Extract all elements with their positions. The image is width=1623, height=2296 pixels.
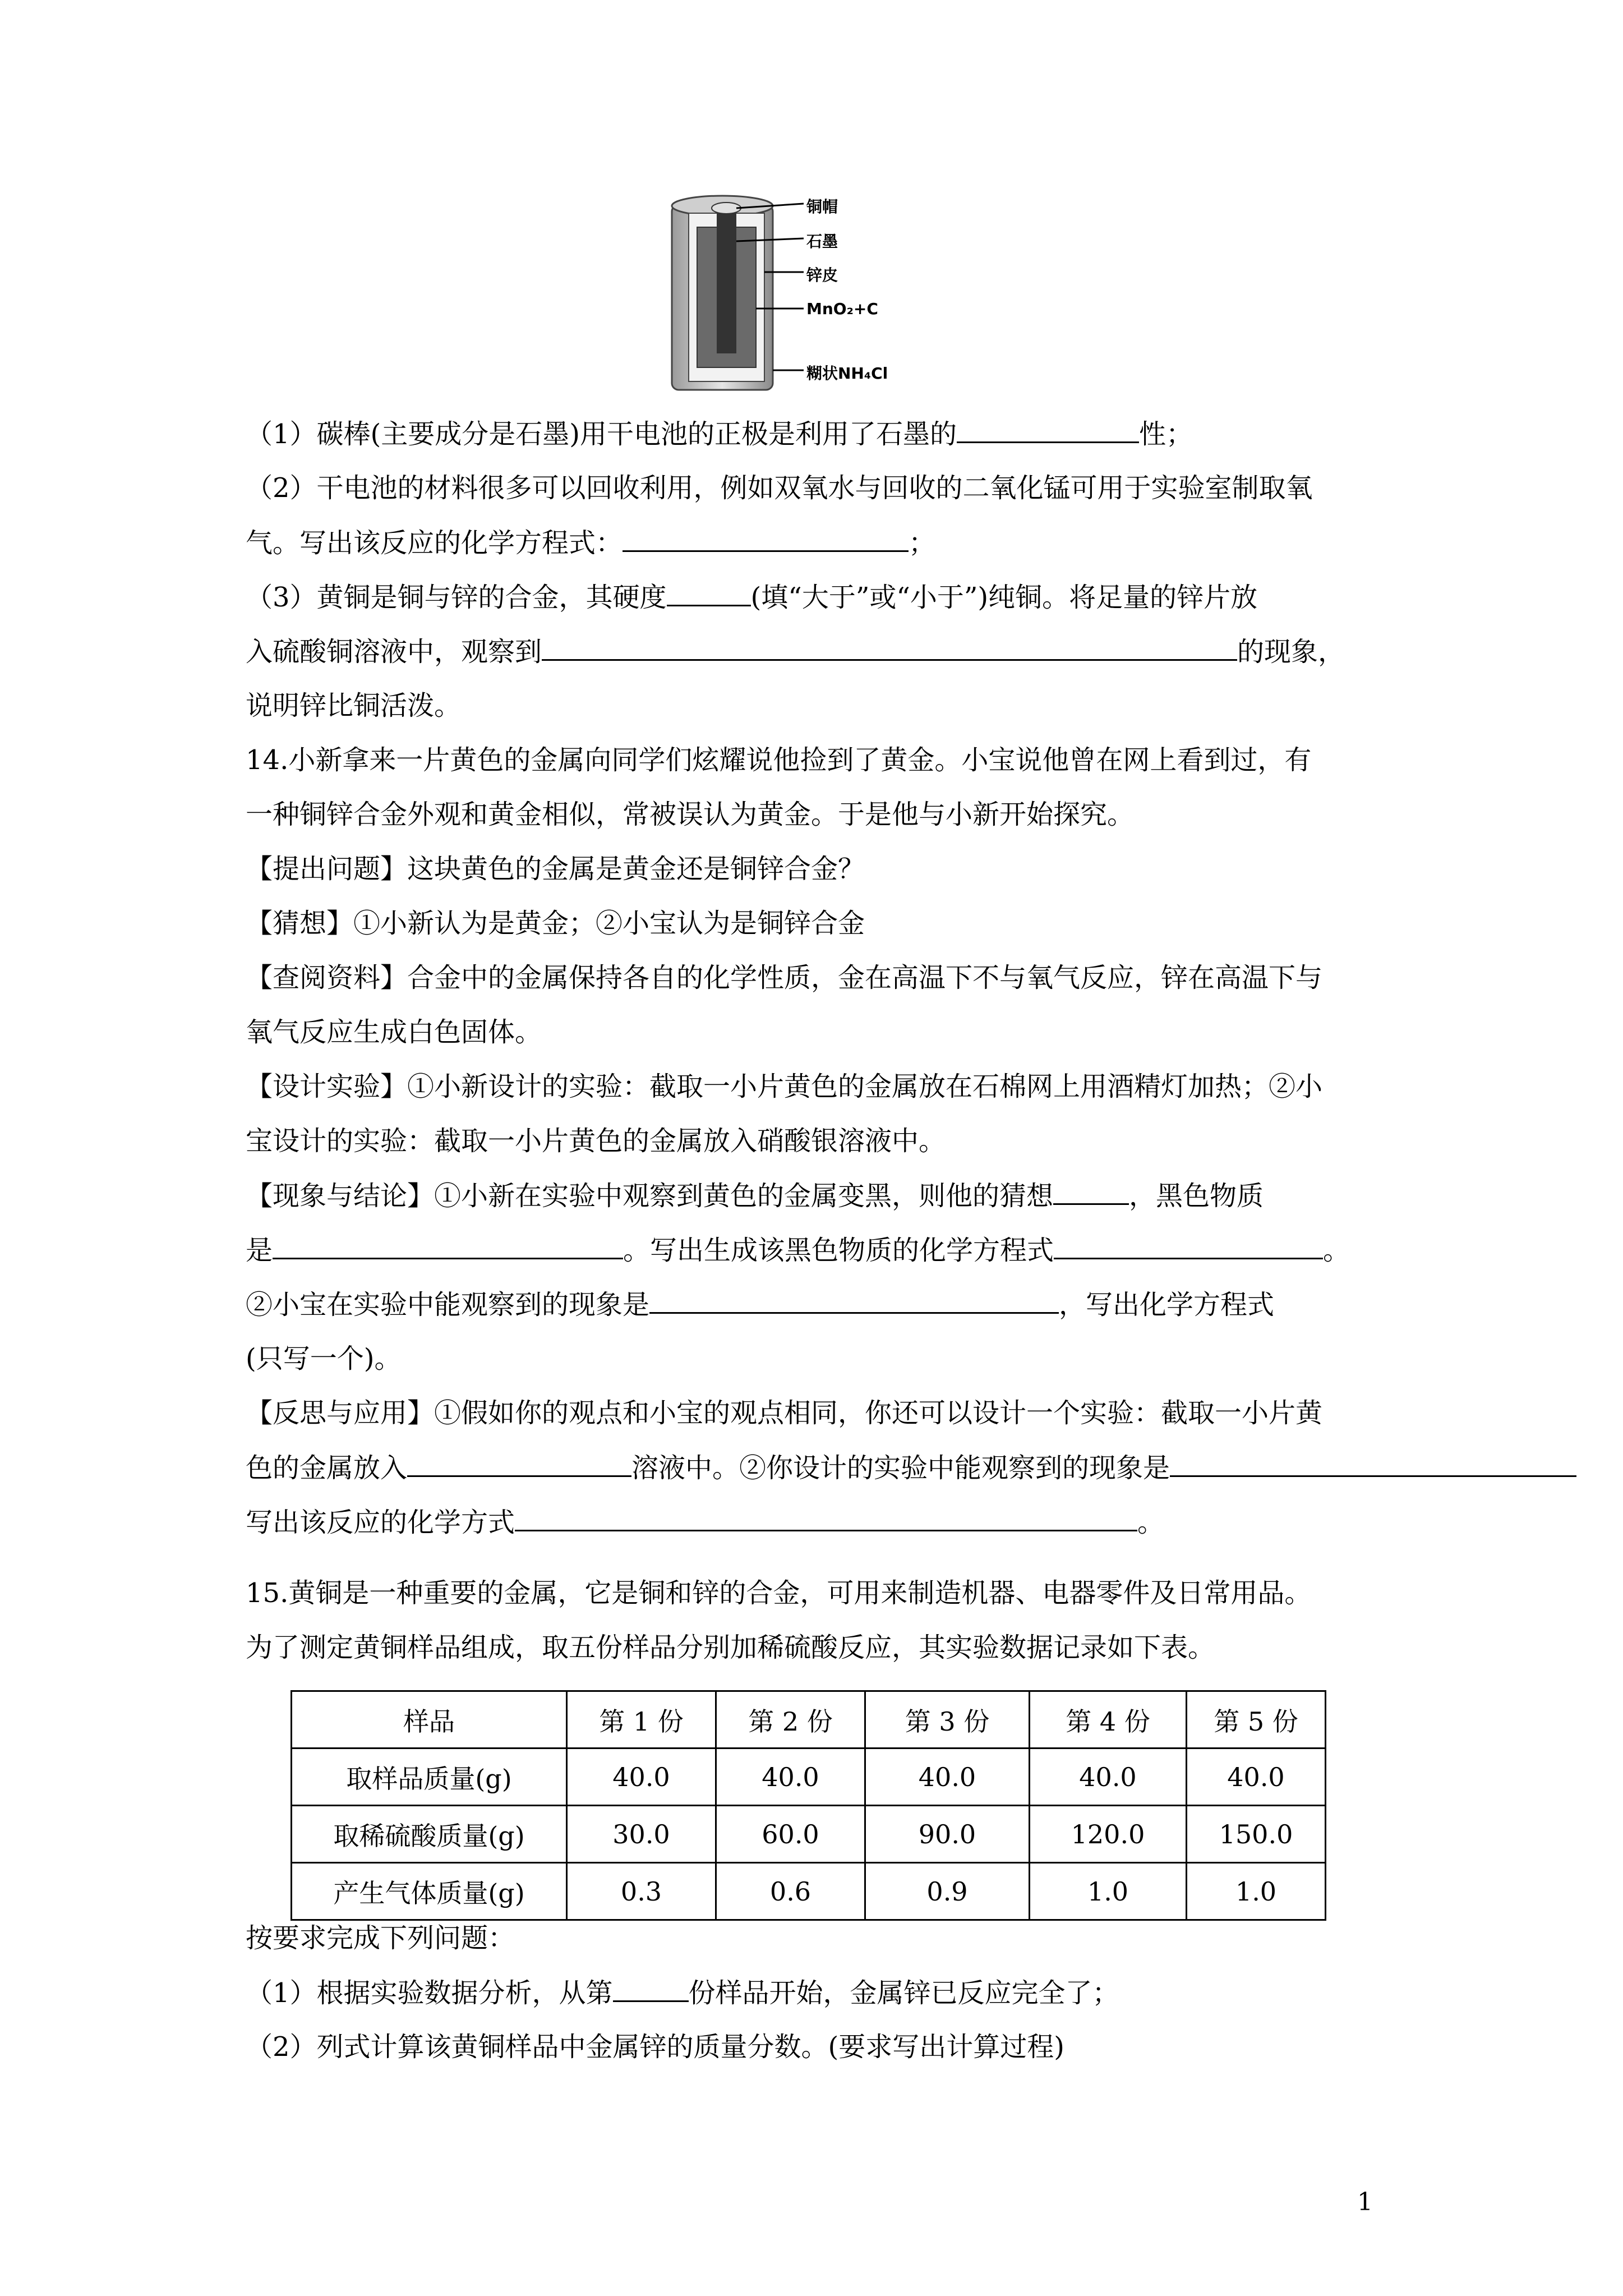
q14-hypothesis: 【猜想】①小新认为是黄金；②小宝认为是铜锌合金 (246, 908, 865, 939)
q13-part1 (246, 417, 1193, 451)
page-number: 1 (1357, 2188, 1373, 2216)
answer-blank[interactable] (1170, 1451, 1576, 1477)
q13-part3-line3: 说明锌比铜活泼。 (246, 690, 462, 721)
table-header-cell: 第 2 份 (716, 1691, 865, 1749)
table-header-cell: 第 4 份 (1030, 1691, 1187, 1749)
table-row (292, 1749, 1326, 1806)
table-header-cell: 第 1 份 (567, 1691, 716, 1749)
q13-part3-text-4: 的现象， (1237, 636, 1345, 668)
table-cell: 取稀硫酸质量(g) (292, 1806, 567, 1863)
q14-reference-2: 氧气反应生成白色固体。 (246, 1016, 542, 1048)
label-graphite: 石墨 (806, 232, 838, 251)
q14-reflect-line2 (246, 1451, 1576, 1485)
q13-part3-line2 (246, 634, 1345, 669)
table-cell: 40.0 (865, 1749, 1030, 1806)
q14-result-line3 (246, 1287, 1274, 1322)
q14-design-1: 【设计实验】①小新设计的实验：截取一小片黄色的金属放在石棉网上用酒精灯加热；②小 (246, 1071, 1323, 1102)
q13-part3-text-2: (填“大于”或“小于”)纯铜。将足量的锌片放 (750, 582, 1258, 613)
q14-reflect-text-2: 溶液中。②你设计的实验中能观察到的现象是 (631, 1452, 1170, 1484)
answer-blank[interactable] (1054, 1233, 1323, 1259)
q13-part3-line1 (246, 580, 1257, 614)
q13-part3-text-3: 入硫酸铜溶液中，观察到 (246, 636, 542, 668)
q15-part1 (246, 1976, 1119, 2010)
q14-reflect-text: 色的金属放入 (246, 1452, 408, 1484)
q14-result-text-7: ，写出化学方程式 (1059, 1289, 1275, 1320)
table-row (292, 1863, 1326, 1920)
q13-part2-text: 气。写出该反应的化学方程式： (246, 527, 623, 559)
table-header-cell: 第 3 份 (865, 1691, 1030, 1749)
q15-line1: 15.黄铜是一种重要的金属，它是铜和锌的合金，可用来制造机器、电器零件及日常用品。 (246, 1577, 1312, 1609)
answer-blank[interactable] (957, 417, 1139, 443)
q13-part1-text: （1）碳棒(主要成分是石墨)用干电池的正极是利用了石墨的 (246, 418, 957, 450)
q14-design-2: 宝设计的实验：截取一小片黄色的金属放入硝酸银溶液中。 (246, 1125, 946, 1157)
label-copper-cap: 铜帽 (806, 197, 838, 216)
table-header-row (292, 1691, 1326, 1749)
label-mno2-c: MnO₂+C (806, 300, 878, 318)
table-header-cell: 第 5 份 (1187, 1691, 1326, 1749)
label-zinc-shell: 锌皮 (806, 266, 838, 284)
q13-part2-line1: （2）干电池的材料很多可以回收利用，例如双氧水与回收的二氧化锰可用于实验室制取氧 (246, 472, 1313, 504)
q13-part1-suffix: 性； (1139, 418, 1193, 450)
answer-blank[interactable] (649, 1287, 1059, 1314)
q14-result-text-2: ，黑色物质 (1129, 1180, 1264, 1212)
table-cell: 产生气体质量(g) (292, 1863, 567, 1920)
experiment-data-table (291, 1690, 1326, 1921)
q15-part1-text: （1）根据实验数据分析，从第 (246, 1977, 613, 2009)
answer-blank[interactable] (623, 526, 909, 552)
table-cell: 40.0 (567, 1749, 716, 1806)
q15-line2: 为了测定黄铜样品组成，取五份样品分别加稀硫酸反应，其实验数据记录如下表。 (246, 1632, 1215, 1663)
answer-blank[interactable] (515, 1505, 1137, 1531)
q14-result-line1 (246, 1179, 1264, 1213)
q14-line2: 一种铜锌合金外观和黄金相似，常被误认为黄金。于是他与小新开始探究。 (246, 799, 1135, 830)
q14-result-text-4: 。写出生成该黑色物质的化学方程式 (623, 1235, 1054, 1266)
table-cell: 1.0 (1030, 1863, 1187, 1920)
table-cell: 40.0 (1030, 1749, 1187, 1806)
q14-reflect-line3 (246, 1505, 1164, 1539)
table-cell: 0.3 (567, 1863, 716, 1920)
q14-reflect-line1: 【反思与应用】①假如你的观点和小宝的观点相同，你还可以设计一个实验：截取一小片黄 (246, 1397, 1323, 1429)
answer-blank[interactable] (1053, 1179, 1129, 1205)
answer-blank[interactable] (273, 1233, 623, 1259)
table-cell: 0.6 (716, 1863, 865, 1920)
q14-line1: 14.小新拿来一片黄色的金属向同学们炫耀说他捡到了黄金。小宝说他曾在网上看到过，有 (246, 744, 1312, 776)
q14-result-text-5: 。 (1323, 1235, 1350, 1266)
table-cell: 0.9 (865, 1863, 1030, 1920)
q14-reflect-text-3: 写出该反应的化学方式 (246, 1507, 515, 1538)
table-cell: 40.0 (716, 1749, 865, 1806)
q15-part2: （2）列式计算该黄铜样品中金属锌的质量分数。(要求写出计算过程) (246, 2031, 1064, 2063)
table-cell: 取样品质量(g) (292, 1749, 567, 1806)
answer-blank[interactable] (613, 1976, 689, 2002)
q14-result-line4: (只写一个)。 (246, 1343, 402, 1374)
q15-part1-text-2: 份样品开始，金属锌已反应完全了； (688, 1977, 1119, 2009)
q14-result-line2 (246, 1233, 1350, 1267)
table-cell: 1.0 (1187, 1863, 1326, 1920)
dry-cell-battery-diagram (666, 188, 958, 401)
answer-blank[interactable] (667, 580, 751, 606)
table-cell: 150.0 (1187, 1806, 1326, 1863)
table-cell: 60.0 (716, 1806, 865, 1863)
table-row (292, 1806, 1326, 1863)
q14-result-text-6: ②小宝在实验中能观察到的现象是 (246, 1289, 650, 1320)
table-cell: 40.0 (1187, 1749, 1326, 1806)
table-cell: 30.0 (567, 1806, 716, 1863)
q14-reflect-text-4: 。 (1137, 1507, 1165, 1538)
q14-result-text-3: 是 (246, 1235, 273, 1266)
label-nh4cl-paste: 糊状NH₄Cl (806, 364, 888, 383)
q13-part3-text: （3）黄铜是铜与锌的合金，其硬度 (246, 582, 667, 613)
q14-question: 【提出问题】这块黄色的金属是黄金还是铜锌合金？ (246, 853, 865, 885)
table-header-cell: 样品 (292, 1691, 567, 1749)
table-cell: 90.0 (865, 1806, 1030, 1863)
table-cell: 120.0 (1030, 1806, 1187, 1863)
q13-part2-line2 (246, 526, 935, 560)
q14-reference-1: 【查阅资料】合金中的金属保持各自的化学性质，金在高温下不与氧气反应，锌在高温下与 (246, 962, 1323, 993)
answer-blank[interactable] (407, 1451, 631, 1477)
q14-result-text: 【现象与结论】①小新在实验中观察到黄色的金属变黑，则他的猜想 (246, 1180, 1054, 1212)
q15-instruction: 按要求完成下列问题： (246, 1922, 515, 1954)
answer-blank[interactable] (542, 634, 1237, 661)
q13-part2-suffix: ； (909, 527, 936, 559)
